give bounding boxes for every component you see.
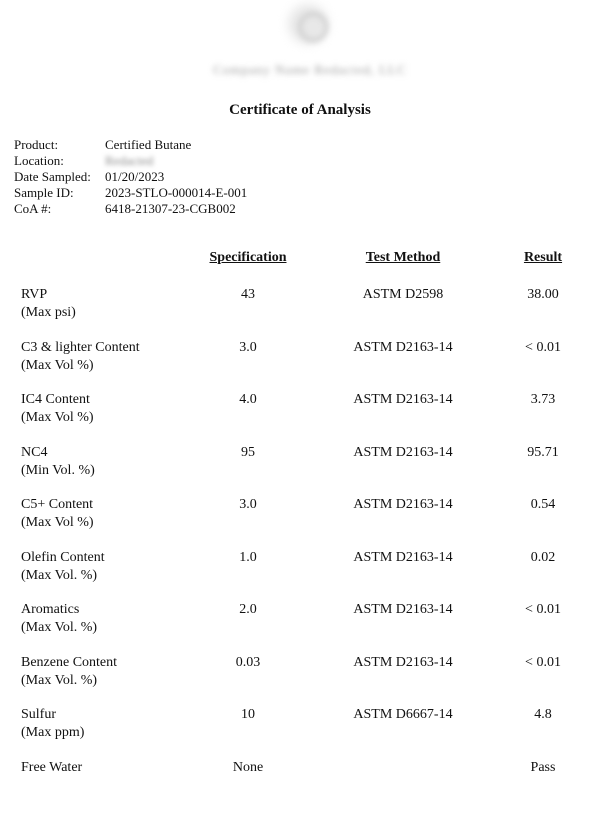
table-row xyxy=(0,496,600,538)
meta-value: 01/20/2023 xyxy=(105,169,165,184)
property-unit: (Min Vol. %) xyxy=(21,463,95,478)
meta-label: Location: xyxy=(14,153,64,168)
meta-value: 2023-STLO-000014-E-001 xyxy=(105,185,248,200)
meta-value: Certified Butane xyxy=(105,137,192,152)
property-cell xyxy=(21,286,76,322)
header-result: Result xyxy=(523,250,563,265)
property-cell xyxy=(21,601,97,637)
property-cell xyxy=(21,391,94,427)
spec-value: 3.0 xyxy=(239,340,257,355)
result-value: 38.00 xyxy=(527,287,559,302)
spec-value: 0.03 xyxy=(235,655,261,670)
property-cell xyxy=(21,654,117,690)
property-unit: (Max Vol %) xyxy=(21,410,94,425)
test-method: ASTM D2163-14 xyxy=(353,392,453,407)
property-name: Olefin Content xyxy=(21,550,105,565)
property-name: NC4 xyxy=(21,445,48,460)
test-method: ASTM D2163-14 xyxy=(353,445,453,460)
table-row xyxy=(0,286,600,328)
spec-value: None xyxy=(232,760,264,775)
table-row xyxy=(0,601,600,643)
property-cell xyxy=(21,339,140,375)
result-value: 3.73 xyxy=(530,392,556,407)
test-method: ASTM D2163-14 xyxy=(353,550,453,565)
property-cell xyxy=(21,706,84,742)
result-value: 4.8 xyxy=(534,707,552,722)
meta-label: Date Sampled: xyxy=(14,169,91,184)
meta-label: CoA #: xyxy=(14,201,52,216)
company-name: Company Name Redacted, LLC xyxy=(213,62,407,77)
document-title: Certificate of Analysis xyxy=(229,102,371,118)
property-name: RVP xyxy=(21,287,48,302)
property-name: Free Water xyxy=(21,760,83,775)
property-unit: (Max Vol %) xyxy=(21,358,94,373)
property-unit: (Max Vol. %) xyxy=(21,620,98,635)
test-method: ASTM D2163-14 xyxy=(353,655,453,670)
result-value: 0.54 xyxy=(530,497,556,512)
table-row xyxy=(0,654,600,696)
property-cell xyxy=(21,496,94,532)
table-row xyxy=(0,759,600,801)
table-row xyxy=(0,444,600,486)
spec-value: 95 xyxy=(241,445,255,460)
property-name: Sulfur xyxy=(21,707,56,722)
property-unit: (Max psi) xyxy=(21,305,76,320)
test-method: ASTM D2163-14 xyxy=(353,602,453,617)
test-method: ASTM D2163-14 xyxy=(353,497,453,512)
spec-value: 3.0 xyxy=(239,497,257,512)
test-method: ASTM D2163-14 xyxy=(353,340,453,355)
property-cell xyxy=(21,444,95,480)
property-name: IC4 Content xyxy=(21,392,90,407)
test-method: ASTM D2598 xyxy=(362,287,444,302)
spec-value: 43 xyxy=(241,287,255,302)
meta-label: Product: xyxy=(14,137,59,152)
meta-label: Sample ID: xyxy=(14,185,74,200)
property-unit: (Max ppm) xyxy=(21,725,85,740)
table-row xyxy=(0,706,600,748)
spec-value: 1.0 xyxy=(239,550,257,565)
property-name: Benzene Content xyxy=(21,655,118,670)
result-value: 0.02 xyxy=(530,550,556,565)
letterhead xyxy=(0,0,600,90)
result-value: Pass xyxy=(530,760,556,775)
property-name: C5+ Content xyxy=(21,497,94,512)
result-value: < 0.01 xyxy=(525,655,561,670)
property-name: C3 & lighter Content xyxy=(21,340,140,355)
spec-value: 10 xyxy=(241,707,255,722)
meta-value-redacted: Redacted xyxy=(105,153,154,168)
property-cell xyxy=(21,759,82,777)
result-value: 95.71 xyxy=(527,445,559,460)
table-row xyxy=(0,391,600,433)
property-unit: (Max Vol. %) xyxy=(21,673,98,688)
header-test-method: Test Method xyxy=(365,250,441,265)
property-unit: (Max Vol %) xyxy=(21,515,94,530)
company-logo-ring xyxy=(298,12,328,42)
spec-value: 2.0 xyxy=(239,602,257,617)
test-method: ASTM D6667-14 xyxy=(353,707,453,722)
meta-value: 6418-21307-23-CGB002 xyxy=(105,201,236,216)
header-specification: Specification xyxy=(209,250,287,265)
table-row xyxy=(0,549,600,591)
result-value: < 0.01 xyxy=(525,340,561,355)
property-name: Aromatics xyxy=(21,602,80,617)
property-cell xyxy=(21,549,105,585)
result-value: < 0.01 xyxy=(525,602,561,617)
table-row xyxy=(0,339,600,381)
spec-value: 4.0 xyxy=(239,392,257,407)
property-unit: (Max Vol. %) xyxy=(21,568,98,583)
